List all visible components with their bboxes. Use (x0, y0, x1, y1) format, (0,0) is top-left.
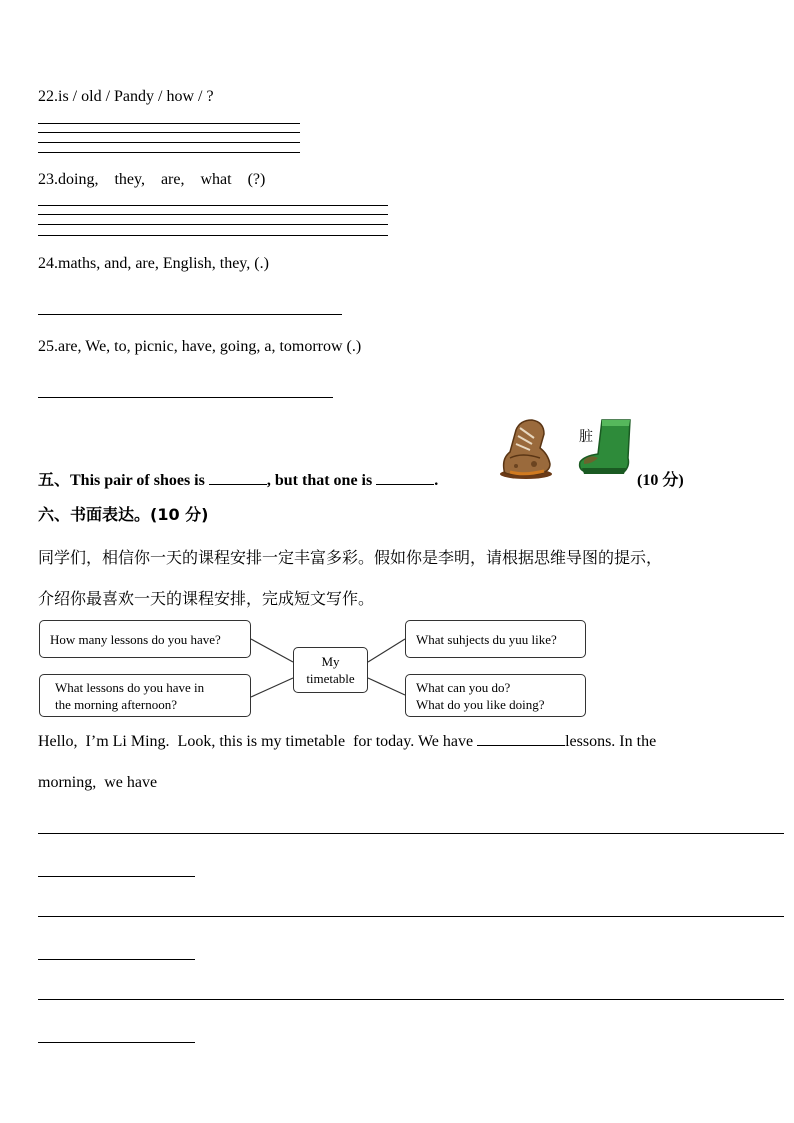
writing-line[interactable] (38, 959, 195, 960)
section-5-suffix: . (434, 472, 439, 489)
dirty-label: 脏 (579, 429, 593, 445)
question-24: 24.maths, and, are, English, they, (.) (38, 255, 269, 272)
answer-line[interactable] (38, 152, 300, 153)
instruction-line-1: 同学们，相信你一天的课程安排一定丰富多彩。假如你是李明，请根据思维导图的提示， (38, 548, 663, 567)
section-6-heading: 六、书面表达。(10 分) (38, 505, 209, 524)
writing-line[interactable] (38, 833, 784, 834)
answer-line[interactable] (38, 123, 300, 124)
answer-line[interactable] (38, 397, 333, 398)
blank-2[interactable] (376, 484, 434, 485)
mindmap-box-top-right: What suhjects du yuu like? (405, 620, 586, 658)
mindmap-center-box: My timetable (293, 647, 368, 693)
answer-line[interactable] (38, 235, 388, 236)
question-25: 25.are, We, to, picnic, have, going, a, tomorrow (.) (38, 338, 362, 355)
lessons-blank[interactable] (477, 745, 565, 746)
answer-line[interactable] (38, 142, 300, 143)
dirty-shoe-icon (494, 414, 554, 482)
question-23: 23.doing, they, are, what (?) (38, 171, 266, 188)
mindmap-box-bottom-right: What can you do? What do you like doing? (405, 674, 586, 717)
answer-line[interactable] (38, 224, 388, 225)
section-5-sentence (38, 467, 438, 490)
mindmap-box-top-left: How many lessons do you have? (39, 620, 251, 658)
answer-line[interactable] (38, 132, 300, 133)
section-5-prefix: 五、This pair of shoes is (38, 472, 209, 489)
writing-starter-line-1: Hello, I’m Li Ming. Look, this is my timetable for today. We have lessons. In the (38, 733, 657, 750)
answer-line[interactable] (38, 314, 342, 315)
writing-line[interactable] (38, 999, 784, 1000)
writing-starter-line-2: morning, we have (38, 774, 158, 791)
answer-line[interactable] (38, 214, 388, 215)
writing-line[interactable] (38, 1042, 195, 1043)
writing-line[interactable] (38, 876, 195, 877)
answer-line[interactable] (38, 205, 388, 206)
question-22: 22.is / old / Pandy / how / ? (38, 88, 214, 105)
instruction-line-2: 介绍你最喜欢一天的课程安排，完成短文写作。 (38, 589, 375, 608)
section-5-score: (10 分) (637, 472, 684, 489)
green-boot-icon (574, 414, 636, 482)
blank-1[interactable] (209, 484, 267, 485)
writing-line[interactable] (38, 916, 784, 917)
section-5-middle: , but that one is (266, 472, 377, 489)
mindmap-box-bottom-left: What lessons do you have in the morning afternoon? (39, 674, 251, 717)
